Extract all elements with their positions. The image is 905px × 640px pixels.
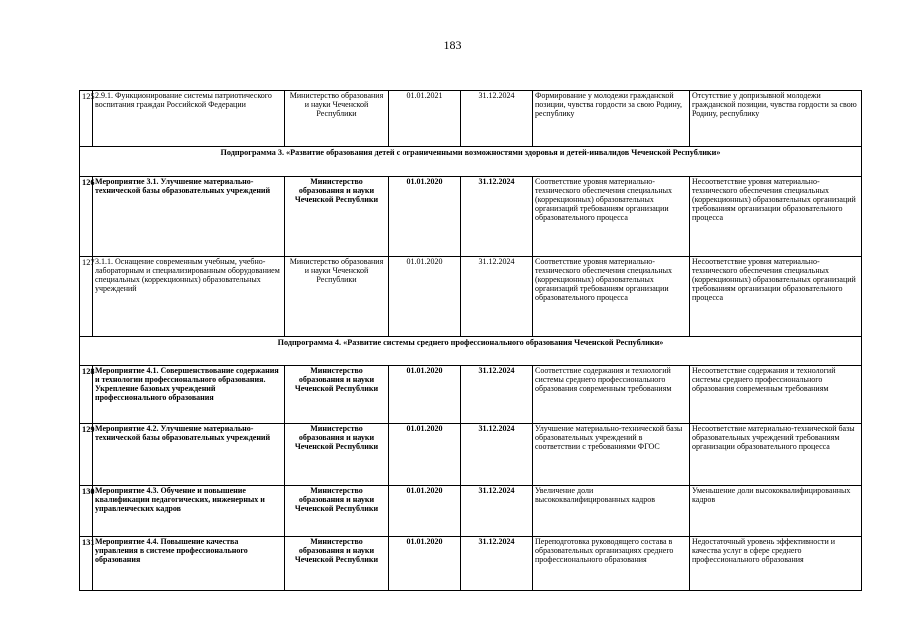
subprogram-title: Подпрограмма 4. «Развитие системы среднего профессионального образования Чеченской Республики» [80, 337, 862, 366]
expected-result: Увеличение доли высококвалифицированных кадров [533, 486, 690, 537]
non-implementation-consequence: Несоответствие уровня материально-технического обеспечения специальных (коррекционных) образовательных организаций требованиям организации образовательного процесса [690, 177, 862, 257]
row-number: 128 [80, 366, 93, 424]
responsible-org: Министерство образования и науки Чеченской Республики [285, 257, 389, 337]
row-number: 129 [80, 424, 93, 486]
responsible-org: Министерство образования и науки Чеченской Республики [285, 486, 389, 537]
row-number: 131 [80, 537, 93, 591]
table-row [80, 424, 862, 486]
table-row [80, 257, 862, 337]
table-row [80, 537, 862, 591]
table-row [80, 177, 862, 257]
end-date: 31.12.2024 [461, 177, 533, 257]
end-date: 31.12.2024 [461, 424, 533, 486]
subprogram-title: Подпрограмма 3. «Развитие образования детей с ограниченными возможностями здоровья и детей-инвалидов Чеченской Республики» [80, 147, 862, 177]
measure-name: 3.1.1. Оснащение современным учебным, учебно-лабораторным и специализированным оборудованием специальных (коррекционных) образовательных учреждений [93, 257, 285, 337]
responsible-org: Министерство образования и науки Чеченской Республики [285, 424, 389, 486]
responsible-org: Министерство образования и науки Чеченской Республики [285, 91, 389, 147]
non-implementation-consequence: Несоответствие уровня материально-технического обеспечения специальных (коррекционных) образовательных организаций требованиям организации образовательного процесса [690, 257, 862, 337]
end-date: 31.12.2024 [461, 257, 533, 337]
measure-name: Мероприятие 4.4. Повышение качества управления в системе профессионального образования [93, 537, 285, 591]
measure-name: Мероприятие 4.3. Обучение и повышение квалификации педагогических, инженерных и управленческих кадров [93, 486, 285, 537]
start-date: 01.01.2020 [389, 257, 461, 337]
subprogram-row [80, 147, 862, 177]
table-row [80, 366, 862, 424]
row-number: 126 [80, 177, 93, 257]
table-row [80, 91, 862, 147]
start-date: 01.01.2021 [389, 91, 461, 147]
end-date: 31.12.2024 [461, 91, 533, 147]
row-number: 125 [80, 91, 93, 147]
end-date: 31.12.2024 [461, 366, 533, 424]
expected-result: Формирование у молодежи гражданской позиции, чувства гордости за свою Родину, республику [533, 91, 690, 147]
expected-result: Соответствие уровня материально-технического обеспечения специальных (коррекционных) образовательных организаций требованиям организации образовательного процесса [533, 257, 690, 337]
expected-result: Улучшение материально-технической базы образовательных учреждений в соответствии с требованиями ФГОС [533, 424, 690, 486]
start-date: 01.01.2020 [389, 424, 461, 486]
row-number: 130 [80, 486, 93, 537]
row-number: 127 [80, 257, 93, 337]
expected-result: Переподготовка руководящего состава в образовательных организациях среднего профессионального образования [533, 537, 690, 591]
responsible-org: Министерство образования и науки Чеченской Республики [285, 537, 389, 591]
start-date: 01.01.2020 [389, 366, 461, 424]
page-number: 183 [443, 38, 462, 52]
measure-name: 2.9.1. Функционирование системы патриотического воспитания граждан Российской Федерации [93, 91, 285, 147]
non-implementation-consequence: Несоответствие материально-технической базы образовательных учреждений требованиям организации образовательного процесса [690, 424, 862, 486]
table-row [80, 486, 862, 537]
subprogram-row [80, 337, 862, 366]
responsible-org: Министерство образования и науки Чеченской Республики [285, 366, 389, 424]
start-date: 01.01.2020 [389, 537, 461, 591]
non-implementation-consequence: Уменьшение доли высококвалифицированных кадров [690, 486, 862, 537]
expected-result: Соответствие уровня материально-технического обеспечения специальных (коррекционных) образовательных организаций требованиям организации образовательного процесса [533, 177, 690, 257]
non-implementation-consequence: Несоответствие содержания и технологий системы среднего профессионального образования современным требованиям [690, 366, 862, 424]
start-date: 01.01.2020 [389, 486, 461, 537]
responsible-org: Министерство образования и науки Чеченской Республики [285, 177, 389, 257]
start-date: 01.01.2020 [389, 177, 461, 257]
non-implementation-consequence: Недостаточный уровень эффективности и качества услуг в сфере среднего профессионального образования [690, 537, 862, 591]
end-date: 31.12.2024 [461, 537, 533, 591]
non-implementation-consequence: Отсутствие у допризывной молодежи гражданской позиции, чувства гордости за свою Родину, республику [690, 91, 862, 147]
measure-name: Мероприятие 4.2. Улучшение материально-технической базы образовательных учреждений [93, 424, 285, 486]
measures-table [79, 90, 862, 591]
end-date: 31.12.2024 [461, 486, 533, 537]
expected-result: Соответствие содержания и технологий системы среднего профессионального образования современным требованиям [533, 366, 690, 424]
measure-name: Мероприятие 3.1. Улучшение материально-технической базы образовательных учреждений [93, 177, 285, 257]
measure-name: Мероприятие 4.1. Совершенствование содержания и технологии профессионального образования. Укрепление базовых учреждений профессионального образования [93, 366, 285, 424]
